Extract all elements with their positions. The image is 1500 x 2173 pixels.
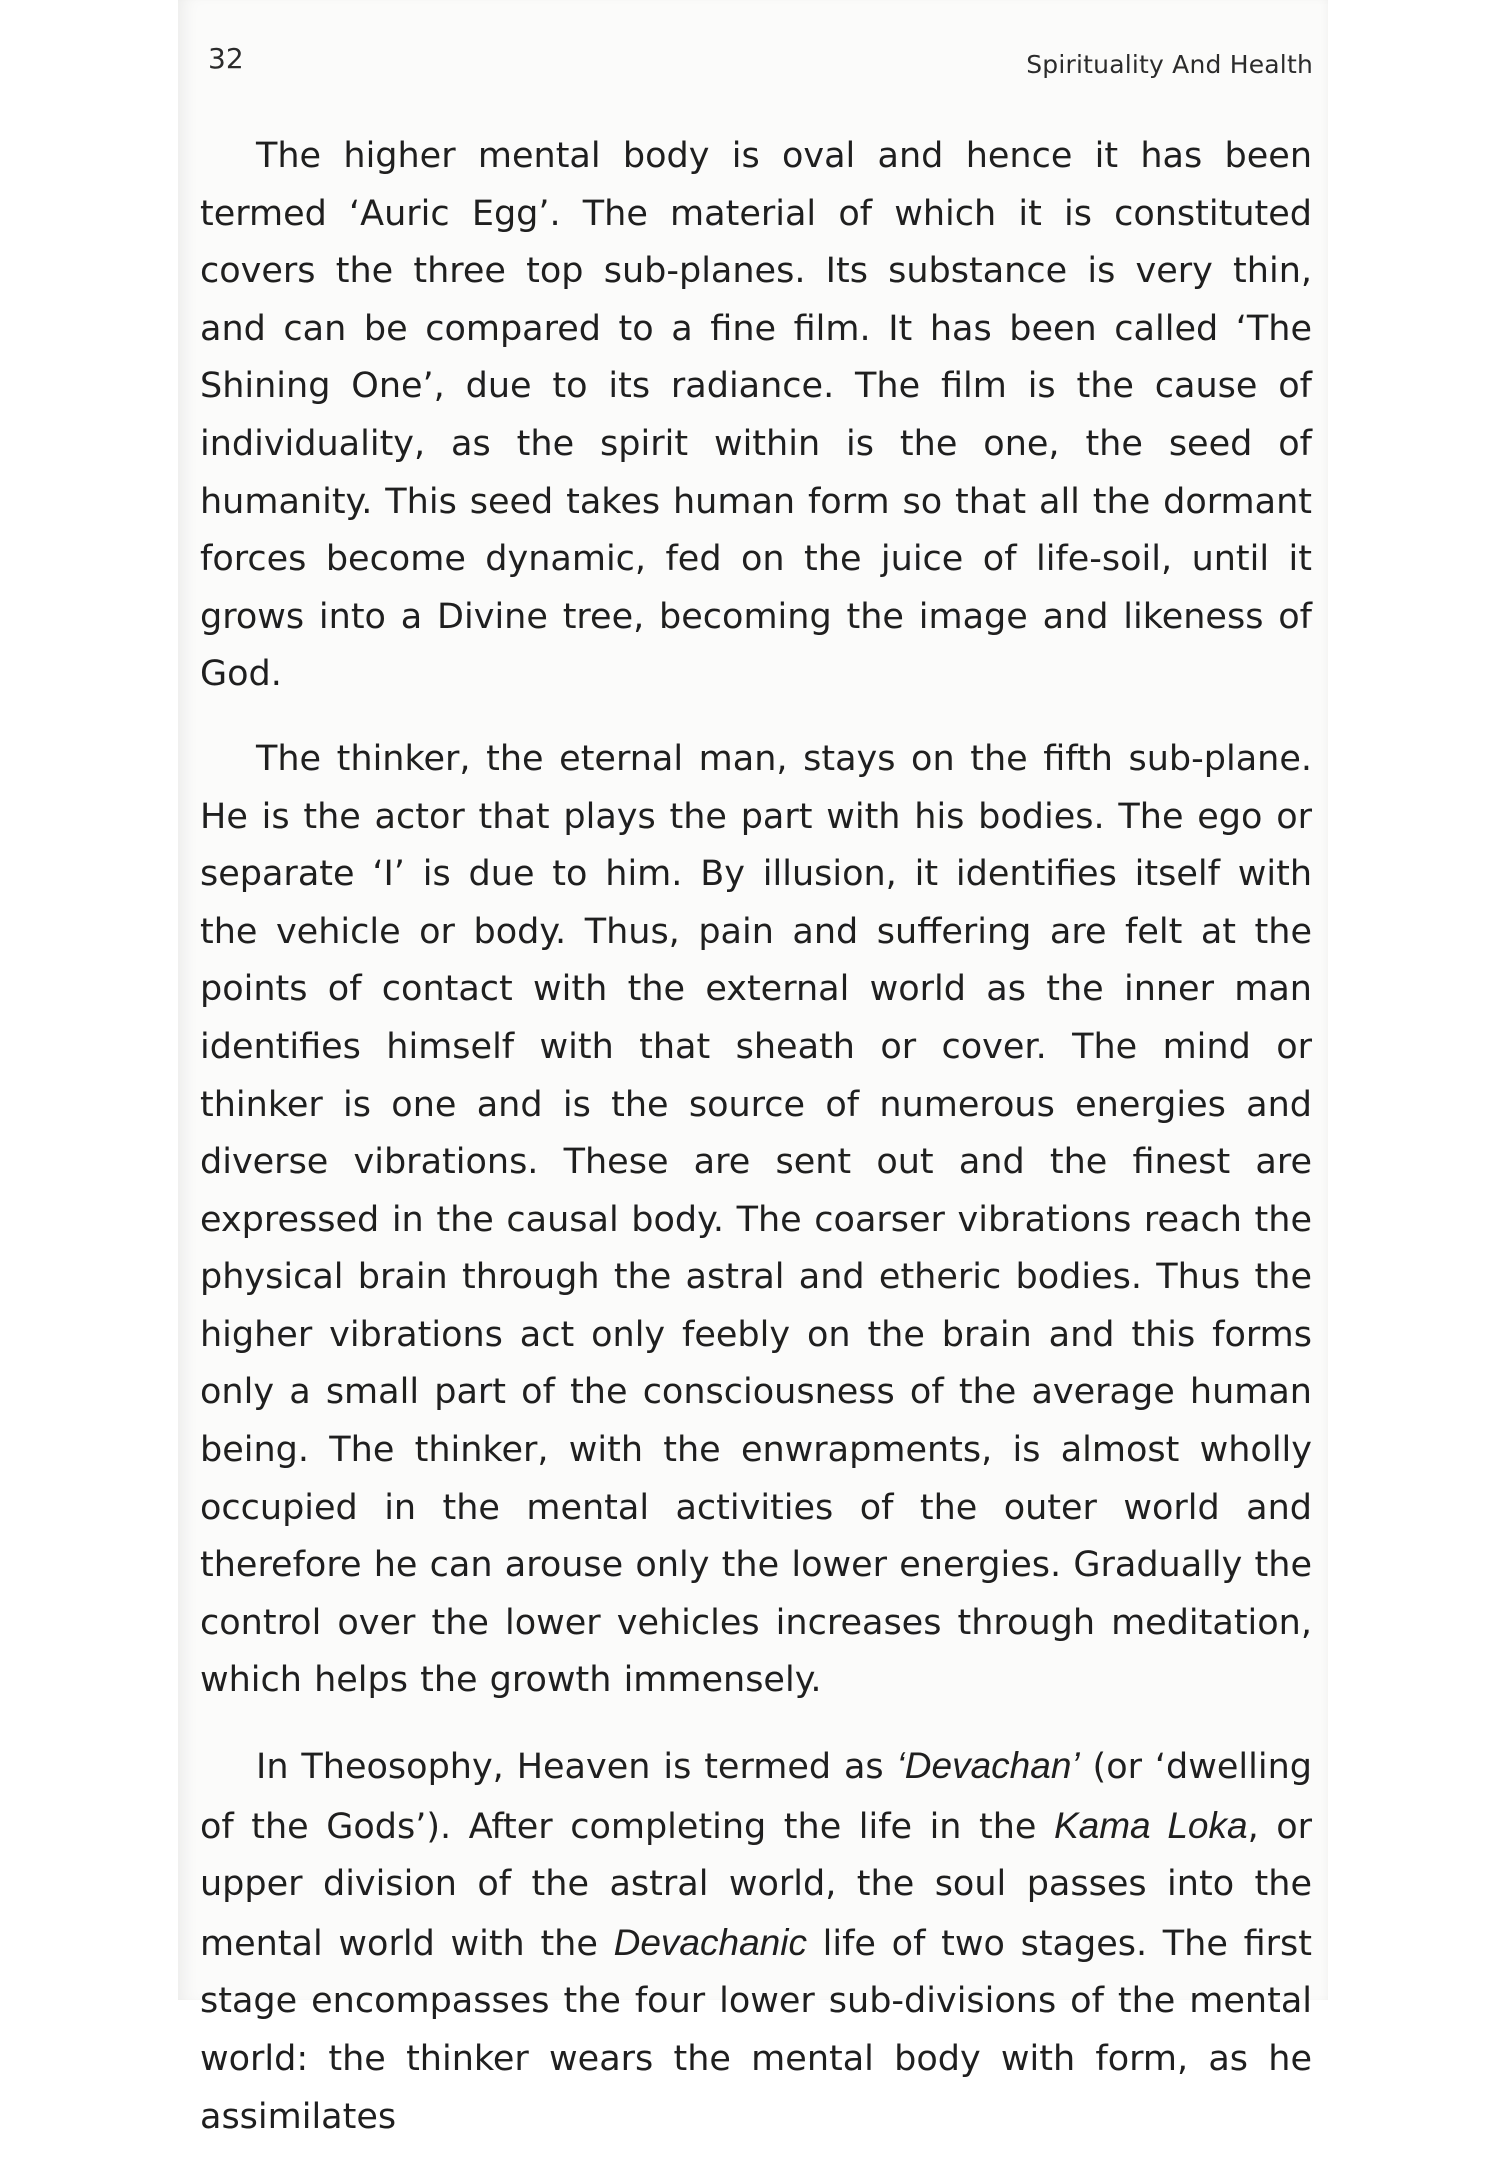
emphasis-devachan: ‘Devachan’ (896, 1745, 1080, 1787)
paragraph-auric-egg: The higher mental body is oval and hence it has been termed ‘Auric Egg’. The material of which it is constituted covers the three top sub-planes. Its substance is very thin, and can be compared to a fine film. It has been called ‘The Shining One’, due to its radiance. The film is the cause of individuality, as the spirit within is the one, the seed of humanity. This seed takes human form so that all the dormant forces become dynamic, fed on the juice of life-soil, until it grows into a Divine tree, becoming the image and likeness of God. (200, 136, 1312, 695)
running-title: Spirituality And Health (1026, 50, 1313, 79)
paragraph-thinker: The thinker, the eternal man, stays on the fifth sub-plane. He is the actor that plays the part with his bodies. The ego or separate ‘I’ is due to him. By illusion, it identifies itself with the vehicle or body. Thus, pain and suffering are felt at the points of contact with the external world as the inner man identifies himself with that sheath or cover. The mind or thinker is one and is the source of numerous energies and diverse vibrations. These are sent out and the finest are expressed in the causal body. The coarser vibrations reach the physical brain through the astral and etheric bodies. Thus the higher vibrations act only feebly on the brain and this forms only a small part of the consciousness of the average human being. The thinker, with the enwrapments, is almost wholly occupied in the mental activities of the outer world and therefore he can arouse only the lower energies. Gradually the control over the lower vehicles increases through meditation, which helps the growth immensely. (200, 738, 1312, 1701)
page-header (208, 38, 1313, 88)
text-run: (or ‘dwelling of the Gods’). After completing the life in the (200, 1747, 1312, 1847)
body-text (200, 128, 1312, 2173)
emphasis-kama-loka: Kama Loka (1053, 1804, 1248, 1846)
text-run: , or upper division of the astral world, the soul passes into the mental world with the (200, 1806, 1313, 1964)
text-run: life of two stages. The first stage encompasses the four lower sub-divisions of the mental world: the thinker wears the mental body with form, as he assimilates (200, 1923, 1312, 2137)
page-number: 32 (208, 42, 244, 75)
text-run: In Theosophy, Heaven is termed as (256, 1747, 897, 1788)
emphasis-devachanic: Devachanic (613, 1921, 807, 1963)
paragraph-devachan (200, 1737, 1312, 2146)
